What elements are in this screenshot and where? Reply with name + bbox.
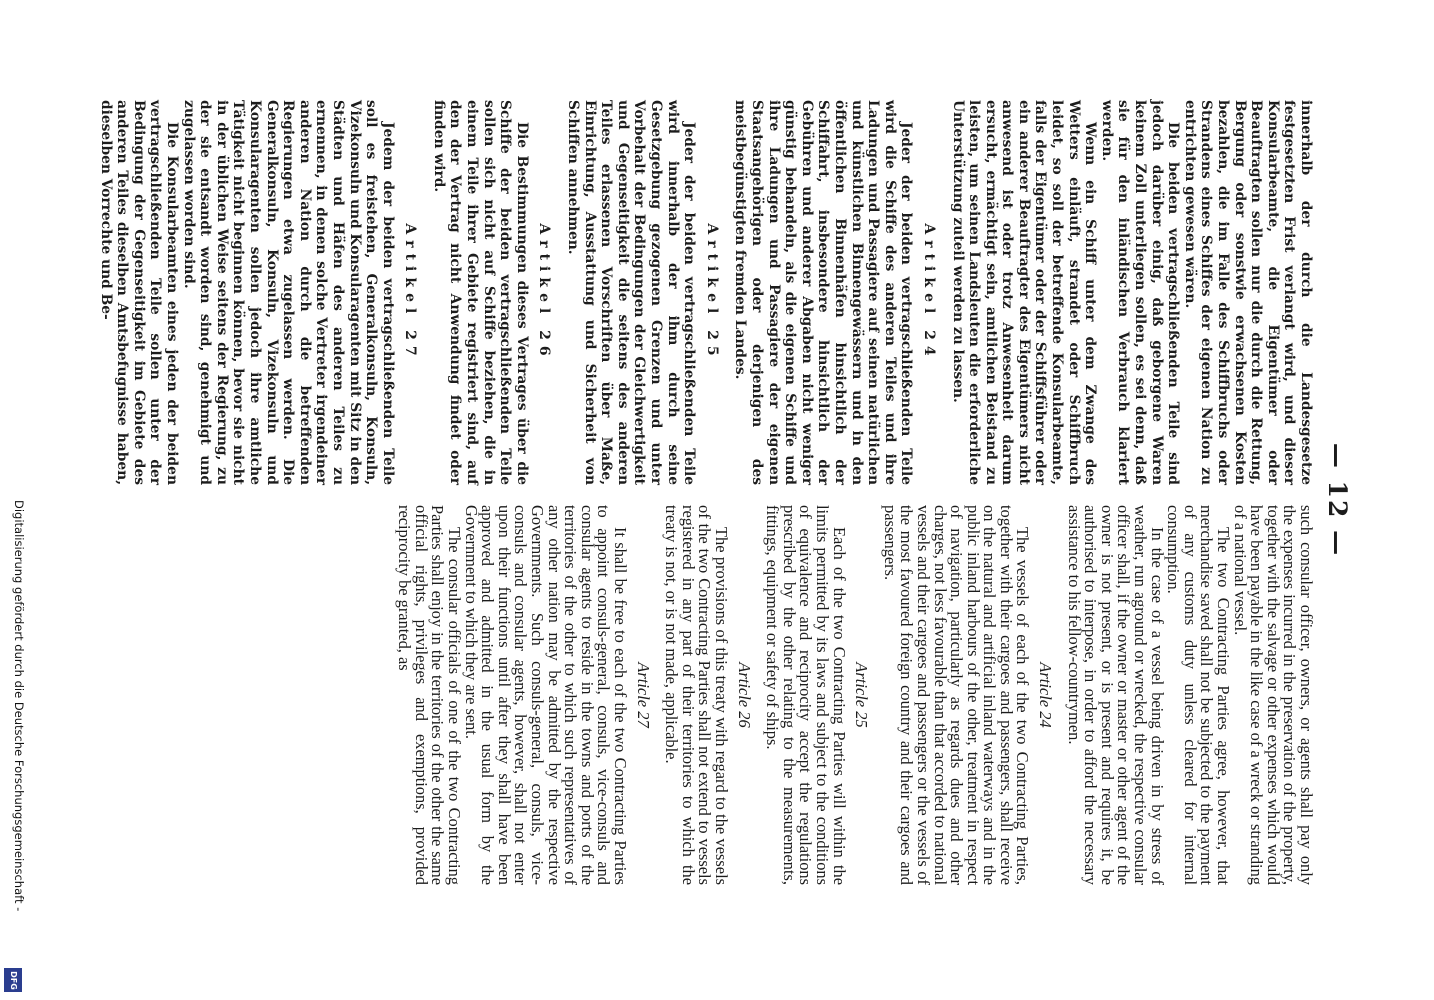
de-article-27-title: Artikel 27 (402, 223, 419, 362)
en-article-25-title: Article 25 (852, 662, 872, 728)
page-number: — 12 — (1323, 442, 1352, 558)
credit-text: Digitalisierung gefördert durch die Deutsche Forschungsgemeinschaft - (12, 500, 26, 912)
en-article-27-title: Article 27 (633, 662, 653, 728)
de-article-24-text: Jeder der beiden vertragschließenden Teile wird die Schiffe des anderen Teiles und ihre Ladungen und Passagiere auf seinen natürlichen und künstlichen Binnengewässern und in den öffentlichen Binnenhäfen hinsichtlich der Schiffahrt, insbesondere hinsichtlich der Gebühren und anderer Abgaben nicht weniger günstig behandeln, als die eigenen Schiffe und ihre Ladungen und Passagiere der eigenen Staatsangehörigen oder derjenigen des meistbegünstigten fremden Landes. (732, 100, 915, 485)
de-article-25-title: Artikel 25 (703, 223, 720, 362)
digitization-credit (4, 500, 34, 990)
en-intro-paragraph: The two Contracting Parties agree, however, that merchandise saved shall not be subjected to the payment of any customs duty unless cleared for internal consumption. (1164, 505, 1234, 885)
en-article-24-text: The vessels of each of the two Contracting Parties, together with their cargoes and passengers, shall receive on the natural and artificial inland waterways and in the public inland harbours of the other, treatment in respect of navigation, particularly as regards dues and other charges, not less favourable than that accorded to national vessels and their cargoes and passengers or the vessels of the most favoured foreign country and their cargoes and passengers. (880, 505, 1033, 885)
de-article-24-title: Artikel 24 (920, 223, 937, 362)
en-article-27-text: It shall be free to each of the two Contracting Parties to appoint consuls-general, consuls, vice-consuls and consular agents to reside in the towns and ports of the territories of the other to which such representatives of any other nation may be admitted by the respective Governments. Such consuls-general, consuls, vice-consuls and consular agents, however, shall not enter upon their functions until after they shall have been approved and admitted in the usual form by the Government to which they are sent. (461, 505, 631, 885)
de-article-27-text: Die Konsularbeamten eines jeden der beiden vertragschließenden Teile sollen unter der Bedingung der Gegenseitigkeit im Gebiete des anderen Teiles dieselben Amtsbefugnisse haben, dieselben Vorrechte und Be- (97, 100, 180, 485)
de-article-26-text: Die Bestimmungen dieses Vertrages über die Schiffe der beiden vertragschließenden Teile sollen sich nicht auf Schiffe beziehen, die in einem Teile ihrer Gebiete registriert sind, auf den der Vertrag nicht Anwendung findet oder finden wird. (430, 100, 530, 485)
english-column (396, 505, 1314, 885)
de-intro-paragraph: Die beiden vertragschließenden Teile sind jedoch darüber einig, daß geborgene Waren keinem Zoll unterliegen sollen, es sei denn, daß sie für den inländischen Verbrauch klariert werden. (1098, 100, 1182, 485)
en-intro-paragraph: such consular officer, owners, or agents shall pay only the expenses incurred in the preservation of the property, together with the salvage or other expenses which would have been payable in the like case of a wreck or stranding of a national vessel. (1230, 505, 1316, 885)
de-article-26-title: Artikel 26 (536, 223, 553, 362)
de-article-25-text: Jeder der beiden vertragschließenden Teile wird innerhalb der ihm durch seine Gesetzgebung gezogenen Grenzen und unter Vorbehalt der Bedingungen der Gleichwertigkeit und Gegenseitigkeit die seitens des anderen Teiles erlassenen Vorschriften über Maße, Einrichtung, Ausstattung und Sicherheit von Schiffen annehmen. (565, 100, 698, 485)
de-article-27-text: Jedem der beiden vertragschließenden Teile soll es freistehen, Generalkonsuln, Konsuln, Vizekonsuln und Konsularagenten mit Sitz in den Städten und Häfen des anderen Teiles zu ernennen, in denen solche Vertreter irgendeiner anderen Nation durch die betreffenden Regierungen etwa zugelassen werden. Die Generalkonsuln, Konsuln, Vizekonsuln und Konsularagenten sollen jedoch ihre amtliche Tätigkeit nicht beginnen können, bevor sie nicht in der üblichen Weise seitens der Regierung, zu der sie entsandt worden sind, genehmigt und zugelassen worden sind. (180, 100, 396, 485)
de-intro-paragraph: innerhalb der durch die Landesgesetze festgesetzten Frist verlangt wird, und dieser Konsularbeamte, die Eigentümer oder Beauftragten sollen nur die durch die Rettung, Bergung oder sonstwie erwachsenen Kosten bezahlen, die im Falle des Schiffbruchs oder Strandens eines Schiffes der eigenen Nation zu entrichten gewesen wären. (1181, 100, 1314, 485)
dfg-logo-text: DFG (8, 970, 18, 990)
en-article-27-text: The consular officials of one of the two Contracting Parties shall enjoy in the territories of the other the same official rights, privileges and exemptions, provided reciprocity be granted, as (395, 505, 465, 885)
de-intro-paragraph: Wenn ein Schiff unter dem Zwange des Wetters einläuft, strandet oder Schiffbruch leidet, so soll der betreffende Konsularbeamte, falls der Eigentümer oder der Schiffsführer oder ein anderer Beauftragter des Eigentümers nicht anwesend ist oder trotz Anwesenheit darum ersucht, ermächtigt sein, amtlichen Beistand zu leisten, um seinen Landsleuten die erforderliche Unterstützung zuteil werden zu lassen. (949, 100, 1099, 485)
en-article-24-title: Article 24 (1036, 662, 1056, 728)
en-article-26-text: The provisions of this treaty with regard to the vessels of the two Contracting Parties shall not extend to vessels registered in any part of their territories to which the treaty is not, or is not made, applicable. (662, 505, 731, 885)
german-column (97, 100, 1314, 485)
dfg-logo (4, 968, 22, 992)
en-intro-paragraph: In the case of a vessel being driven in by stress of weather, run aground or wrecked, the respective consular officer shall, if the owner or master or other agent of the owner is not present, or is present and requires it, be authorised to interpose, in order to afford the necessary assistance to his fellow-countrymen. (1064, 505, 1167, 885)
en-article-25-text: Each of the two Contracting Parties will within the limits permitted by its laws and subject to the conditions of equivalence and reciprocity accept the regulations prescribed by the other relating to the measurements, fittings, equipment or safety of ships. (763, 505, 849, 885)
en-article-26-title: Article 26 (734, 662, 754, 728)
